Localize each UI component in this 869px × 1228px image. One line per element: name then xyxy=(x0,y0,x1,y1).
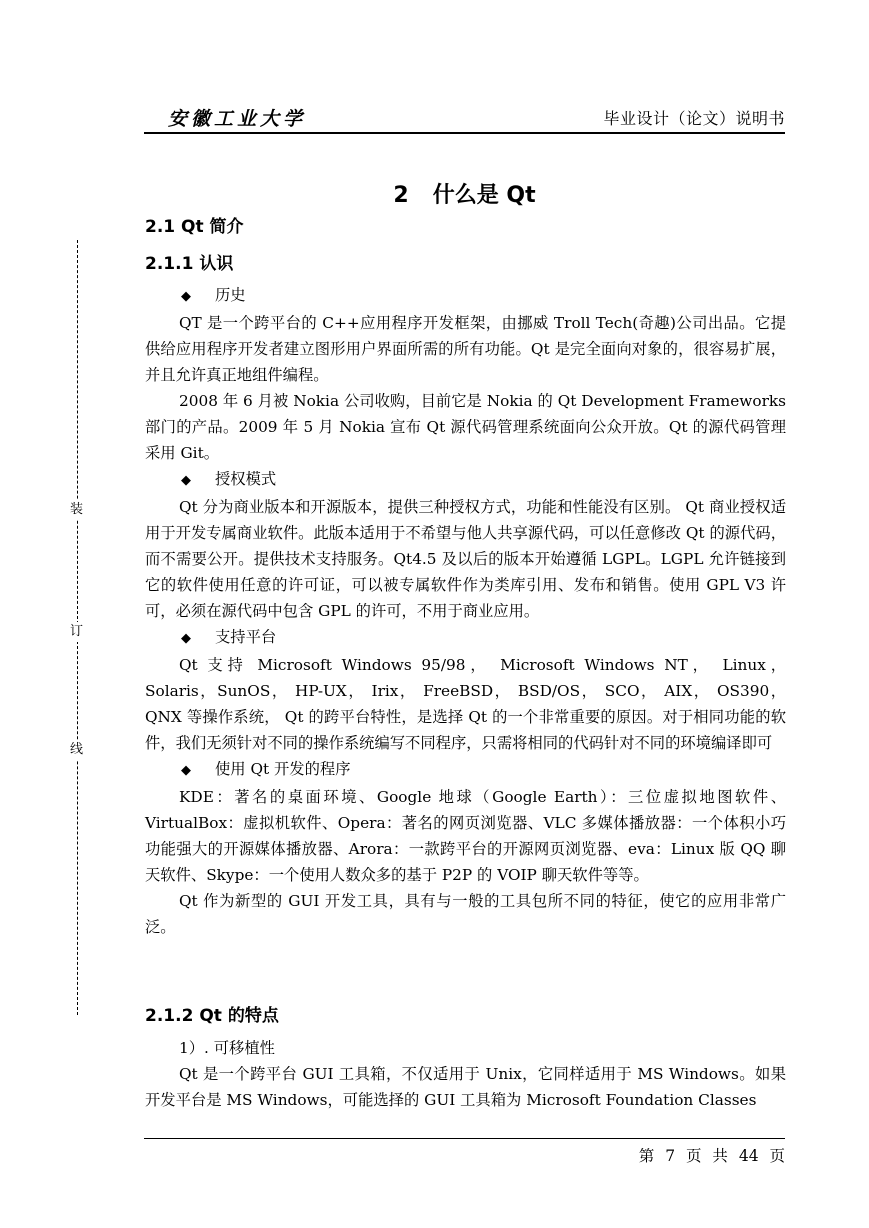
chapter-title-text: 什么是 Qt xyxy=(432,183,536,208)
paragraph-qt-intro: QT 是一个跨平台的 C++应用程序开发框架，由挪威 Troll Tech(奇趣)公司出品。它提供给应用程序开发者建立图形用户界面所需的所有功能。Qt 是完全面向对象的，很容易扩展，并且允许真正地组件编程。 xyxy=(145,314,786,384)
paragraph-license: Qt 分为商业版本和开源版本，提供三种授权方式，功能和性能没有区别。 Qt 商业授权适用于开发专属商业软件。此版本适用于不希望与他人共享源代码，可以任意修改 Qt 的源代码，而不需要公开。提供技术支持服务。Qt4.5 及以后的版本开始遵循 LGPL。LGPL 允许链接到它的软件使用任意的许可证，可以被专属软件作为类库引用、发布和销售。使用 GPL V3 许可，必须在源代码中包含 GPL 的许可，不用于商业应用。 xyxy=(145,498,786,620)
diamond-bullet-icon: ◆ xyxy=(181,763,191,778)
content-block-2 xyxy=(145,1035,786,1113)
page-number: 第 7 页 共 44 页 xyxy=(638,1147,785,1165)
paragraph-nokia: 2008 年 6 月被 Nokia 公司收购，目前它是 Nokia 的 Qt Development Frameworks 部门的产品。2009 年 5 月 Nokia 宣布 Qt 源代码管理系统面向公众开放。Qt 的源代码管理采用 Git。 xyxy=(145,392,786,462)
binding-char-ding: 订 xyxy=(70,622,83,642)
footer-rule xyxy=(144,1138,785,1139)
section-heading-2-1: 2.1 Qt 简介 xyxy=(145,217,244,237)
section-heading-2-1-1: 2.1.1 认识 xyxy=(145,254,234,274)
chapter-title xyxy=(0,178,869,209)
section-heading-2-1-2: 2.1.2 Qt 的特点 xyxy=(145,1006,279,1026)
paragraph-portability: Qt 是一个跨平台 GUI 工具箱，不仅适用于 Unix，它同样适用于 MS Windows。如果开发平台是 MS Windows，可能选择的 GUI 工具箱为 Microsoft Foundation Classes xyxy=(145,1065,786,1109)
list-item-portability: 1）. 可移植性 xyxy=(179,1039,275,1057)
binding-char-xian: 线 xyxy=(70,740,83,760)
binding-char-zhuang: 装 xyxy=(70,500,83,520)
diamond-bullet-icon: ◆ xyxy=(181,631,191,646)
document-type-label: 毕业设计（论文）说明书 xyxy=(603,109,785,128)
bullet-history: ◆ 历史 xyxy=(145,282,786,310)
diamond-bullet-icon: ◆ xyxy=(181,289,191,304)
bullet-platforms: ◆ 支持平台 xyxy=(145,624,786,652)
university-logo-text: 安徽工业大学 xyxy=(168,108,307,130)
header-rule xyxy=(144,132,785,134)
paragraph-platforms: Qt 支持 Microsoft Windows 95/98， Microsoft Windows NT， Linux， Solaris，SunOS， HP-UX， Irix， FreeBSD， BSD/OS， SCO， AIX， OS390，QNX 等操作系统， Qt 的跨平台特性，是选择 Qt 的一个非常重要的原因。对于相同功能的软件，我们无须针对不同的操作系统编写不同程序，只需将相同的代码针对不同的环境编译即可 xyxy=(145,656,786,752)
bullet-programs: ◆ 使用 Qt 开发的程序 xyxy=(145,756,786,784)
diamond-bullet-icon: ◆ xyxy=(181,473,191,488)
content-block-1 xyxy=(145,282,786,940)
paragraph-gui-tool: Qt 作为新型的 GUI 开发工具，具有与一般的工具包所不同的特征，使它的应用非常广泛。 xyxy=(145,892,786,936)
chapter-number: 2 xyxy=(393,183,409,208)
paragraph-programs: KDE：著名的桌面环境、Google 地球（Google Earth）：三位虚拟地图软件、VirtualBox：虚拟机软件、Opera：著名的网页浏览器、VLC 多媒体播放器：一个体积小巧功能强大的开源媒体播放器、Arora：一款跨平台的开源网页浏览器、eva：Linux 版 QQ 聊天软件、Skype：一个使用人数众多的基于 P2P 的 VOIP 聊天软件等等。 xyxy=(145,788,786,884)
bullet-license: ◆ 授权模式 xyxy=(145,466,786,494)
